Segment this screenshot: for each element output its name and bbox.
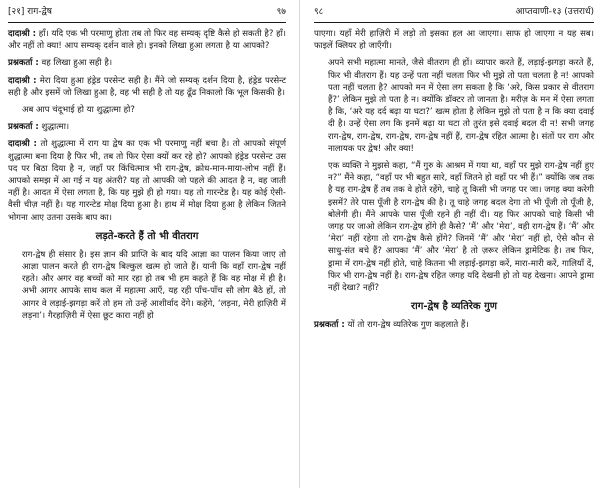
paragraph-text: राग-द्वेष ही संसार है। इस ज्ञान की प्राप्ति के बाद यदि आज्ञा का पालन किया जाए तो आज्ञा पालन करते ही राग-द्वेष बिल्कुल खत्म हो जाते हैं। यानी कि वहाँ राग-द्वेष नहीं रहते। और अगर वह बच्चों को मार रहा हो तब भी हम कहते हैं कि वह मोक्ष में ही है। अभी आगर आपके साथ कल में महात्मा आएँ, यह रही पाँच-पाँच सौ लोग बैठे हों, तो आगर वे लड़ाई-झगड़ा करें तो हम तो उन्हें आशीर्वाद देंगे। कहेंगे, ‘लड़ना, मेरी हाज़िरी में लड़ना’। गैरहाज़िरी में ऐसा छूट कारा नहीं हो	[22, 249, 286, 321]
narrative-paragraph	[314, 57, 594, 155]
dialogue-paragraph	[8, 28, 286, 52]
speaker-label: प्रश्नकर्ता :	[8, 58, 39, 69]
paragraph-text: वह लिखा हुआ सही है।	[41, 58, 113, 69]
paragraph-text: तो शुद्धात्मा में राग या द्वेष का एक भी परमाणु नहीं बचा है। तो आपको संपूर्ण शुद्धात्मा बना दिया है फिर भी, तब तो फिर ऐसा क्यों कर रहे हो? आपको हंड्रेड परसेन्ट उस पद पर बिठा दिया है न, जहाँ पर किंचित्मात्र भी राग-द्वेष, क्रोध-मान-माया-लोभ नहीं हैं। आपको समझ में आ गई न यह अंतरी? यह तो आपकी जो पहले की आदत है न, वह जाती नहीं है। आदत में ऐसा लगता है, कि यह मुझे ही हो गया। यह तो गारन्टेड है। यह कोई ऐसी-वैसी चीज़ नहीं है। यह गारन्टेड मोक्ष दिया हुआ है। हाथ में मोक्ष दिया हुआ है लेकिन जितने भोगना आए उतना उसके बाप का।	[8, 139, 286, 223]
speaker-label: दादाश्री :	[8, 29, 37, 39]
speaker-label: दादाश्री :	[8, 139, 37, 150]
left-header-rule	[8, 22, 286, 23]
paragraph-text: अब आप चंदूभाई हो या शुद्धात्मा हो?	[22, 105, 135, 116]
right-header-page-number: ९८	[314, 7, 324, 17]
dialogue-paragraph	[8, 121, 286, 133]
paragraph-text: अपने सभी महात्मा मानते, जैसे वीतराग ही हों। व्यापार करते हैं, लड़ाई-झगड़ा करते हैं, फिर भी वीतराग हैं। यह उन्हें पता नहीं चलता फिर भी मुझे तो पता चलता है न! आपको पता नहीं चलता है? आपको मन में ऐसा लग सकता है कि ‘अरे, किस प्रकार से वीतराग हैं?’ लेकिन मुझे तो पता है न। क्योंकि डॉक्टर तो जानता है। मरीज़ के मन में ऐसा लगता है कि, ‘अरे यह दर्द बढ़ा या घटा?’ खत्म होता है लेकिन मुझे तो पता है न कि क्या दवाई दी है। उन्हें ऐसा लग कि इनमें बढ़ा या घटा तो तुरंत इसे दवाई बदल दी न! सभी जगह राग-द्वेष, राग-द्वेष, राग-द्वेष, राग-द्वेष नहीं हैं, राग-द्वेष रहित आत्मा है। संतों पर राग और नालायक पर द्वेष! और क्या!	[328, 58, 594, 154]
section-heading: राग-द्वेष है व्यतिरेक गुण	[411, 301, 497, 313]
right-page-header	[314, 4, 594, 20]
narrative-paragraph	[8, 249, 286, 322]
left-header-chapter: [२१] राग-द्वेष	[8, 7, 52, 17]
speaker-label: प्रश्नकर्ता :	[8, 122, 39, 133]
paragraph-text: यों तो राग-द्वेष व्यतिरेक गुण कहलाते हैं।	[347, 320, 469, 331]
speaker-label: प्रश्नकर्ता :	[314, 320, 345, 331]
right-header-book-title: आप्तवाणी-१३ (उत्तरार्ध)	[515, 7, 594, 17]
paragraph-text: मेरा दिया हुआ हंड्रेड परसेन्ट सही है। मैंने जो सम्यक् दर्शन दिया है, हंड्रेड परसेन्ट सही है और इसमें जो लिखा हुआ है, वह भी सही है तो यह ढूँढ निकालो कि भूल किसकी है।	[8, 75, 287, 98]
left-page-header	[8, 4, 286, 20]
right-header-rule	[314, 22, 594, 23]
dialogue-paragraph	[8, 138, 286, 223]
right-page-body	[314, 28, 594, 336]
section-heading: लड़ते-करते हैं तो भी वीतराग	[95, 230, 199, 242]
left-page-body	[8, 28, 286, 327]
paragraph-text: शुद्धात्मा।	[41, 122, 70, 133]
left-page	[8, 0, 286, 488]
narrative-paragraph	[314, 28, 594, 52]
dialogue-paragraph	[8, 75, 286, 99]
right-page	[314, 0, 594, 488]
speaker-label: दादाश्री :	[8, 75, 37, 86]
page-gutter	[299, 0, 300, 488]
paragraph-text: पाएगा। यहाँ मेरी हाज़िरी में लड़ो तो इसका हल आ जाएगा। साफ हो जाएगा न यह सब। फाइलें क्लियर हो जाएँगी।	[314, 29, 594, 52]
left-header-page-number: ९७	[276, 7, 286, 17]
narrative-paragraph	[8, 104, 286, 116]
paragraph-text: एक व्यक्ति ने मुझसे कहा, “मैं गुरु के आश्रम में गया था, वहाँ पर मुझे राग-द्वेष नहीं हुए न?” मैंने कहा, “वहाँ पर भी बहुत सारे, वहाँ जितने हो वहाँ पर भी हैं।” क्योंकि जब तक है यह राग-द्वेष हैं तब तक वे होते रहेंगे, चाहे तू किसी भी जगह पर जा। जगह क्या करेगी इसमें? तेरे पास पूँजी है राग-द्वेष की है। तू चाहे जगह बदल देगा तो भी पूँजी तो पूँजी है, बोलेगी ही। मैंने आपके पास पूँजी रहने ही नहीं दी। यह फिर आपको चाहे किसी भी जगह पर जाओ लेकिन राग-द्वेष होंगे ही कैसे? ‘मैं’ और ‘मेरा’, वही राग-द्वेष हैं। ‘मैं’ और ‘मेरा’ नहीं रहेगा तो राग-द्वेष कैसे होंगे? जिनमें ‘मैं’ और ‘मेरा’ नहीं हो, ऐसे कौन से साधु-संत बचे हैं? आपका ‘मैं’ और ‘मेरा’ है तो ज़रूर लेकिन ड्रामेटिक है। तब फिर, ड्रामा में राग-द्वेष नहीं होते, चाहे कितना भी लड़ाई-झगड़ा करें, मारा-मारी करें, गालियाँ दें, फिर भी राग-द्वेष नहीं है। राग-द्वेष रहित जगह यदि देखनी हो तो यह देखना। आपने ड्रामा नहीं देखा? नहीं?	[328, 161, 594, 294]
narrative-paragraph	[314, 160, 594, 294]
paragraph-text: हाँ। यदि एक भी परमाणु होता तब तो फिर वह सम्यक् दृष्टि कैसे हो सकती है? हाँ। और नहीं तो क्या! आप सम्यक् दर्शन वाले हो। इनको लिखा हुआ लगता है या आपको?	[8, 29, 287, 52]
dialogue-paragraph	[8, 57, 286, 69]
dialogue-paragraph	[314, 319, 594, 331]
